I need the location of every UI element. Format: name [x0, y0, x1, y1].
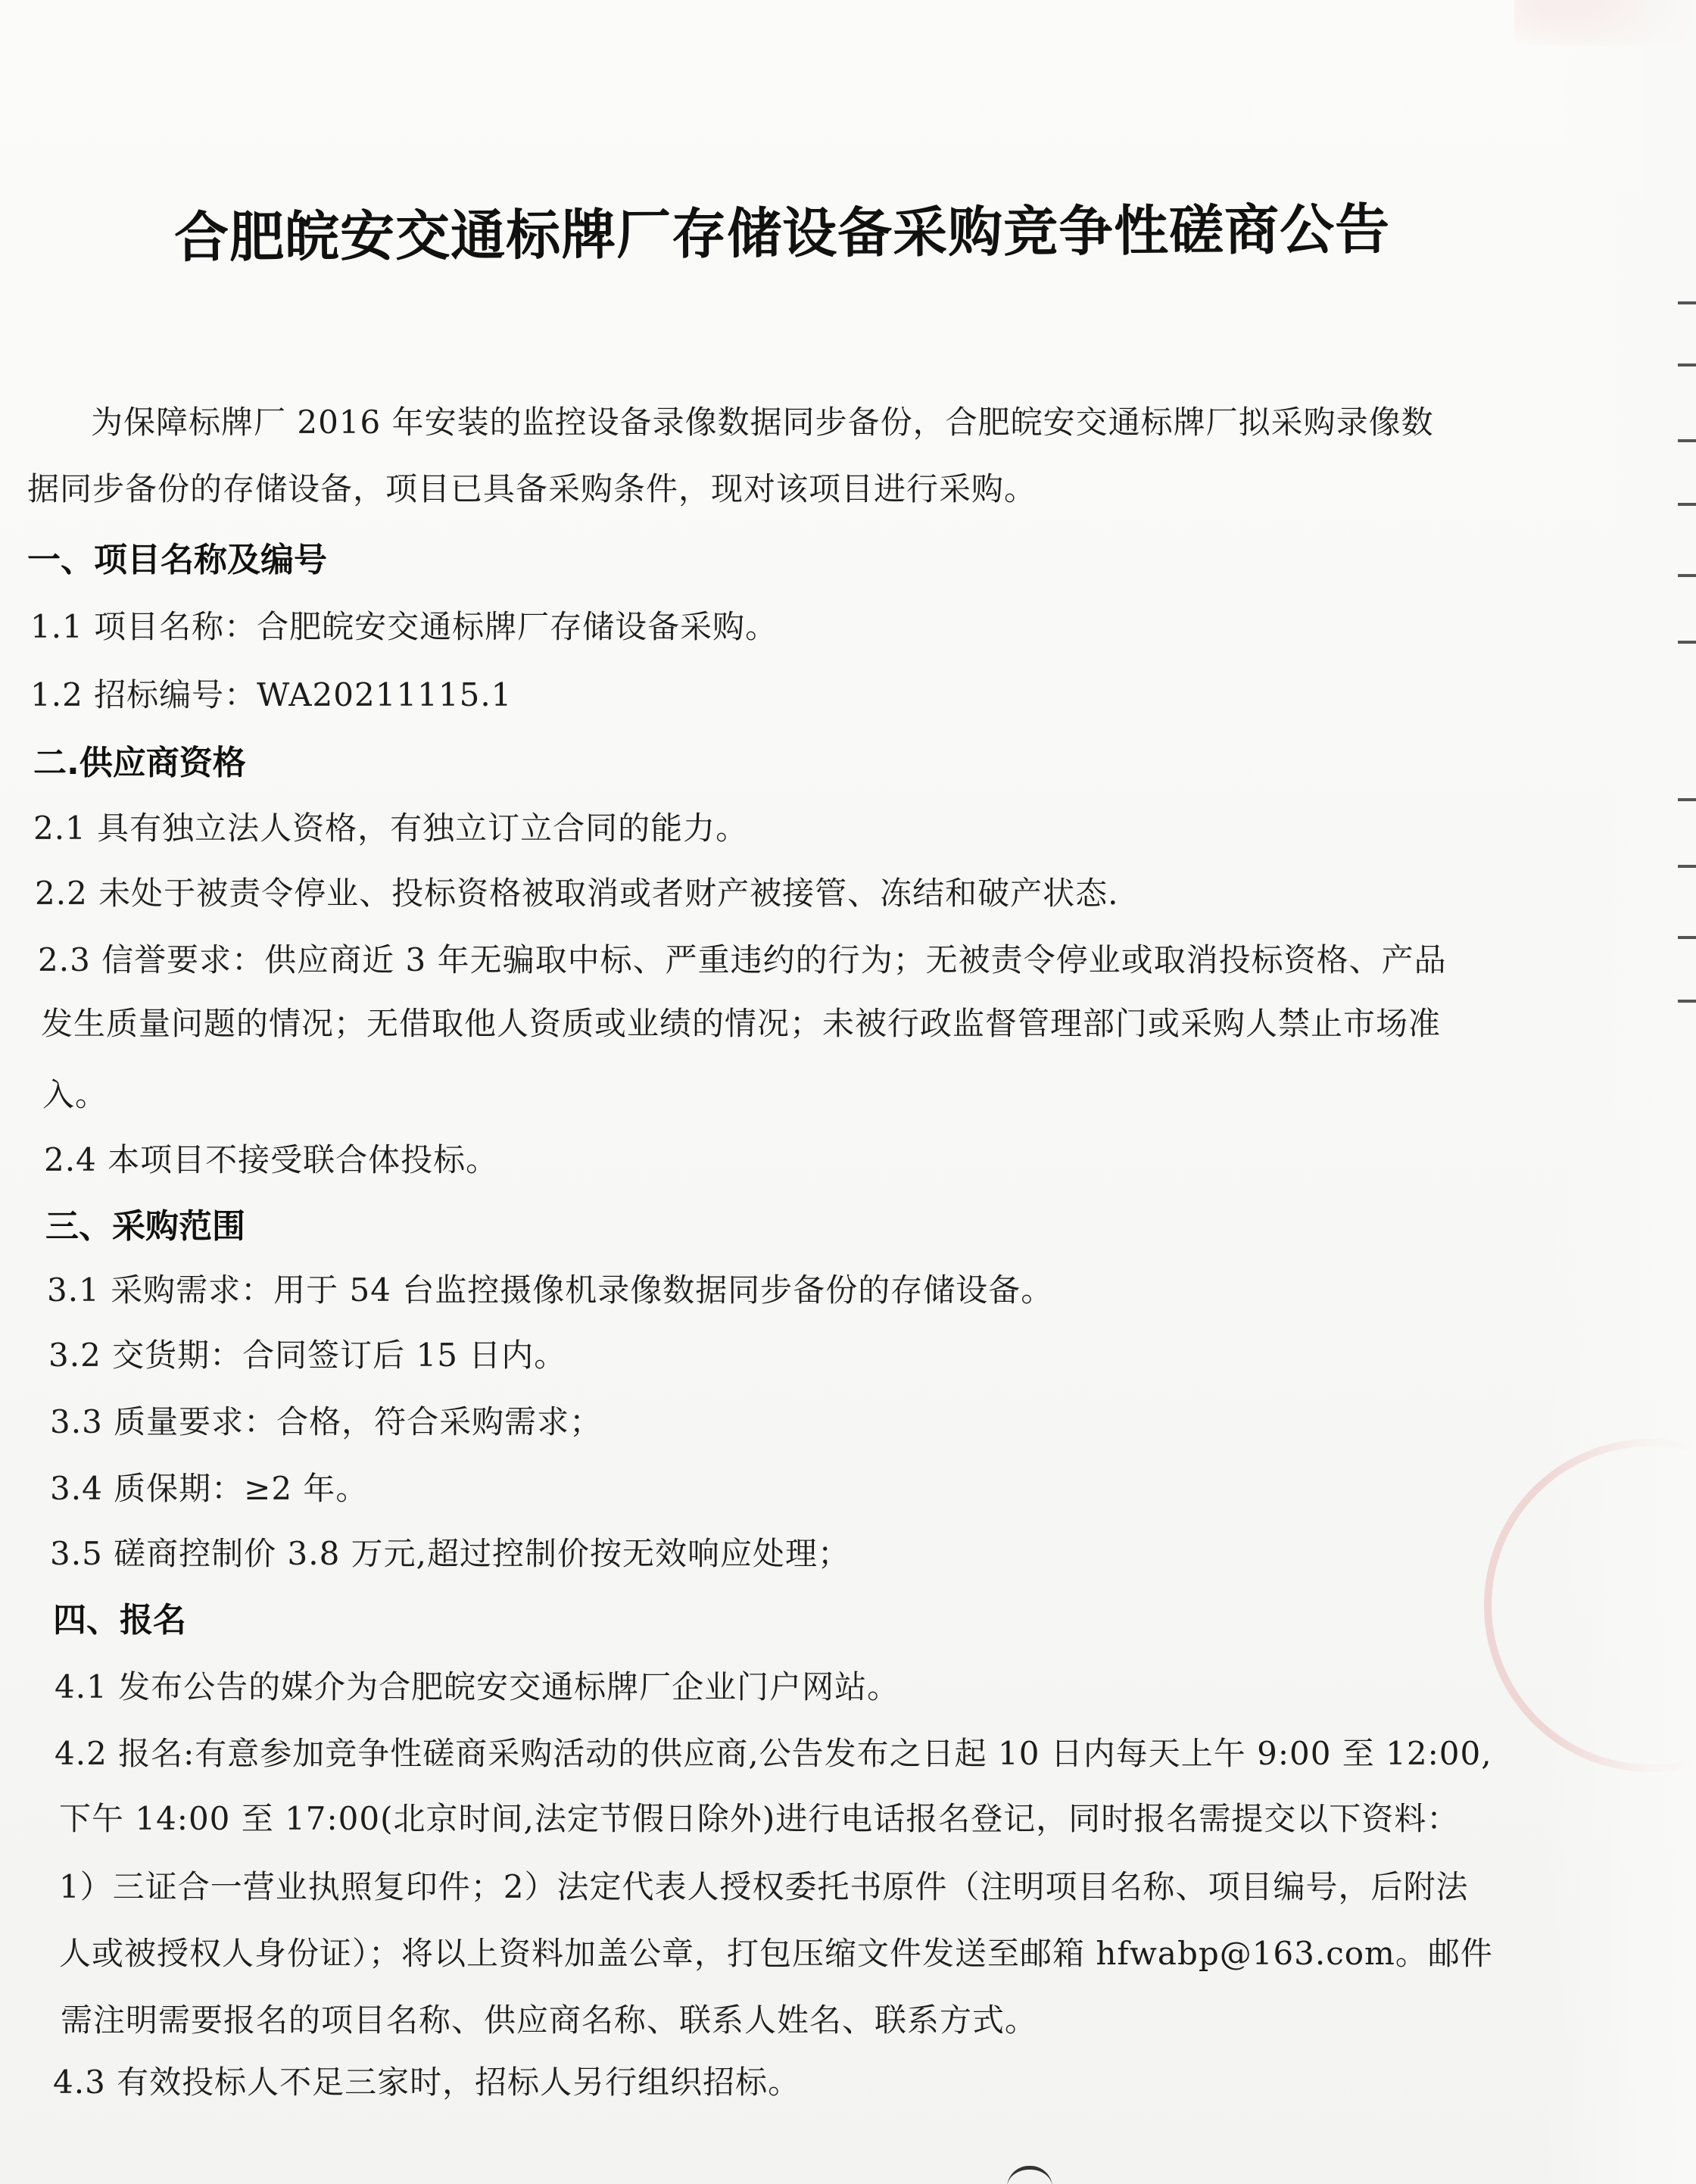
document-title: 合肥皖安交通标牌厂存储设备采购竞争性磋商公告 [173, 197, 1391, 270]
section-heading-3: 三、采购范围 [45, 1207, 245, 1246]
right-edge-fade [1545, 0, 1696, 2184]
edge-tick [1678, 865, 1696, 868]
edge-tick [1678, 503, 1696, 506]
edge-tick [1678, 574, 1696, 577]
section-2-line-6: 2.4 本项目不接受联合体投标。 [44, 1141, 499, 1178]
section-1-line-2: 1.2 招标编号：WA20211115.1 [30, 676, 513, 713]
section-2-line-5: 入。 [42, 1076, 108, 1113]
section-4-line-7: 4.3 有效投标人不足三家时，招标人另行组织招标。 [53, 2064, 801, 2101]
section-3-line-5: 3.5 磋商控制价 3.8 万元,超过控制价按无效响应处理； [50, 1535, 850, 1572]
red-seal-stamp [1484, 1439, 1696, 1772]
section-4-line-5: 人或被授权人身份证）；将以上资料加盖公章，打包压缩文件发送至邮箱 hfwabp@163.com。邮件 [59, 1935, 1493, 1972]
section-1-line-1: 1.1 项目名称：合肥皖安交通标牌厂存储设备采购。 [30, 608, 778, 645]
section-3-line-2: 3.2 交货期：合同签订后 15 日内。 [48, 1337, 567, 1374]
section-4-line-3: 下午 14:00 至 17:00(北京时间,法定节假日除外)进行电话报名登记，同时报名需提交以下资料： [59, 1800, 1460, 1837]
edge-tick [1678, 798, 1696, 801]
section-2-line-2: 2.2 未处于被责令停业、投标资格被取消或者财产被接管、冻结和破产状态. [35, 875, 1119, 912]
section-4-line-4: 1）三证合一营业执照复印件；2）法定代表人授权委托书原件（注明项目名称、项目编号，后附法 [59, 1868, 1469, 1905]
section-heading-1: 一、项目名称及编号 [27, 541, 327, 579]
section-3-line-4: 3.4 质保期：≥2 年。 [50, 1470, 369, 1507]
intro-line-1: 为保障标牌厂 2016 年安装的监控设备录像数据同步备份，合肥皖安交通标牌厂拟采购录像数 [91, 404, 1434, 441]
edge-tick [1678, 641, 1696, 644]
bottom-handwriting-mark [1007, 2166, 1052, 2184]
section-4-line-2: 4.2 报名:有意参加竞争性磋商采购活动的供应商,公告发布之日起 10 日内每天上午 9:00 至 12:00, [55, 1735, 1492, 1772]
edge-tick [1678, 936, 1696, 939]
section-heading-4: 四、报名 [53, 1601, 186, 1640]
section-2-line-3: 2.3 信誉要求：供应商近 3 年无骗取中标、严重违约的行为；无被责令停业或取消投标资格、产品 [38, 941, 1447, 978]
section-4-line-6: 需注明需要报名的项目名称、供应商名称、联系人姓名、联系方式。 [61, 2001, 1038, 2039]
edge-tick [1678, 439, 1696, 442]
edge-tick [1678, 363, 1696, 367]
section-2-line-1: 2.1 具有独立法人资格，有独立订立合同的能力。 [33, 810, 749, 847]
corner-smudge [1514, 0, 1696, 45]
section-3-line-3: 3.3 质量要求：合格，符合采购需求； [50, 1403, 603, 1440]
section-4-line-1: 4.1 发布公告的媒介为合肥皖安交通标牌厂企业门户网站。 [55, 1668, 900, 1705]
edge-tick [1678, 1000, 1696, 1003]
intro-line-2: 据同步备份的存储设备，项目已具备采购条件，现对该项目进行采购。 [27, 470, 1037, 507]
section-3-line-1: 3.1 采购需求：用于 54 台监控摄像机录像数据同步备份的存储设备。 [47, 1271, 1054, 1309]
edge-tick [1678, 301, 1696, 304]
section-heading-2: 二.供应商资格 [33, 744, 246, 782]
section-2-line-4: 发生质量问题的情况；无借取他人资质或业绩的情况；未被行政监督管理部门或采购人禁止市场准 [41, 1005, 1442, 1042]
